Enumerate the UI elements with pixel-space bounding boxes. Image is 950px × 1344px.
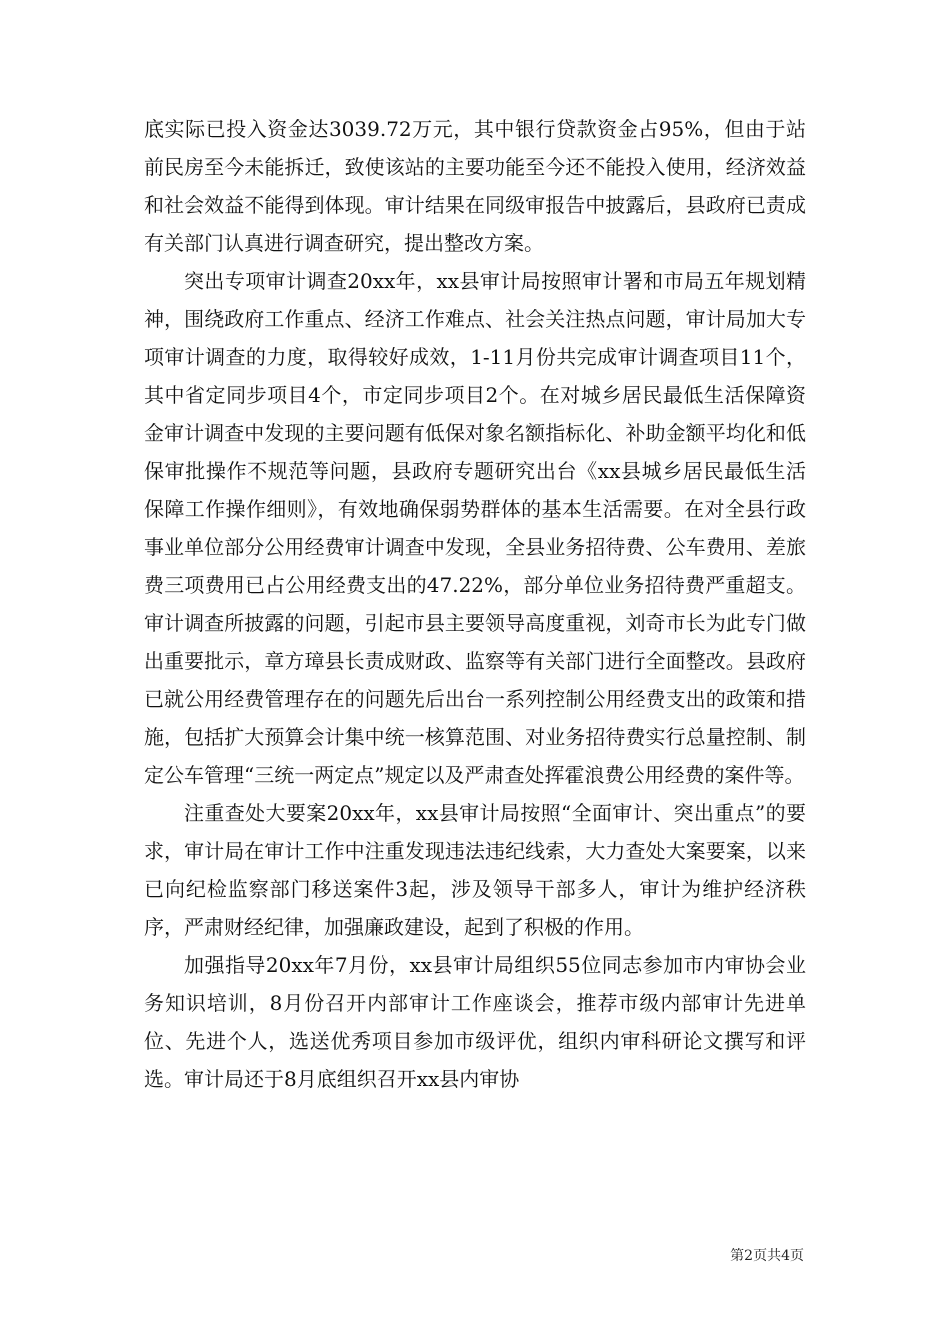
page-number: 第2页共4页 bbox=[730, 1248, 804, 1264]
paragraph-guidance: 加强指导20xx年7月份，xx县审计局组织55位同志参加市内审协会业务知识培训，8月份召开内部审计工作座谈会，推荐市级内部审计先进单位、先进个人，选送优秀项目参加市级评优，组织内审科研论文撰写和评选。审计局还于8月底组织召开xx县内审协 bbox=[144, 953, 806, 1091]
paragraph-special-audit: 突出专项审计调查20xx年，xx县审计局按照审计署和市局五年规划精神，围绕政府工作重点、经济工作难点、社会关注热点问题，审计局加大专项审计调查的力度，取得较好成效，1-11月份共完成审计调查项目11个，其中省定同步项目4个，市定同步项目2个。在对城乡居民最低生活保障资金审计调查中发现的主要问题有低保对象名额指标化、补助金额平均化和低保审批操作不规范等问题，县政府专题研究出台《xx县城乡居民最低生活保障工作操作细则》，有效地确保弱势群体的基本生活需要。在对全县行政事业单位部分公用经费审计调查中发现，全县业务招待费、公车费用、差旅费三项费用已占公用经费支出的47.22%，部分单位业务招待费严重超支。审计调查所披露的问题，引起市县主要领导高度重视，刘奇市长为此专门做出重要批示，章方璋县长责成财政、监察等有关部门进行全面整改。县政府已就公用经费管理存在的问题先后出台一系列控制公用经费支出的政策和措施，包括扩大预算会计集中统一核算范围、对业务招待费实行总量控制、制定公车管理“三统一两定点”规定以及严肃查处挥霍浪费公用经费的案件等。 bbox=[144, 269, 806, 787]
page-footer bbox=[0, 1246, 950, 1266]
document-body bbox=[144, 110, 806, 1098]
paragraph-continuation: 底实际已投入资金达3039.72万元，其中银行贷款资金占95%，但由于站前民房至今未能拆迁，致使该站的主要功能至今还不能投入使用，经济效益和社会效益不能得到体现。审计结果在同级审报告中披露后，县政府已责成有关部门认真进行调查研究，提出整改方案。 bbox=[144, 117, 806, 255]
paragraph-major-cases: 注重查处大要案20xx年，xx县审计局按照“全面审计、突出重点”的要求，审计局在审计工作中注重发现违法违纪线索，大力查处大案要案，以来已向纪检监察部门移送案件3起，涉及领导干部多人，审计为维护经济秩序，严肃财经纪律，加强廉政建设，起到了积极的作用。 bbox=[144, 801, 806, 939]
